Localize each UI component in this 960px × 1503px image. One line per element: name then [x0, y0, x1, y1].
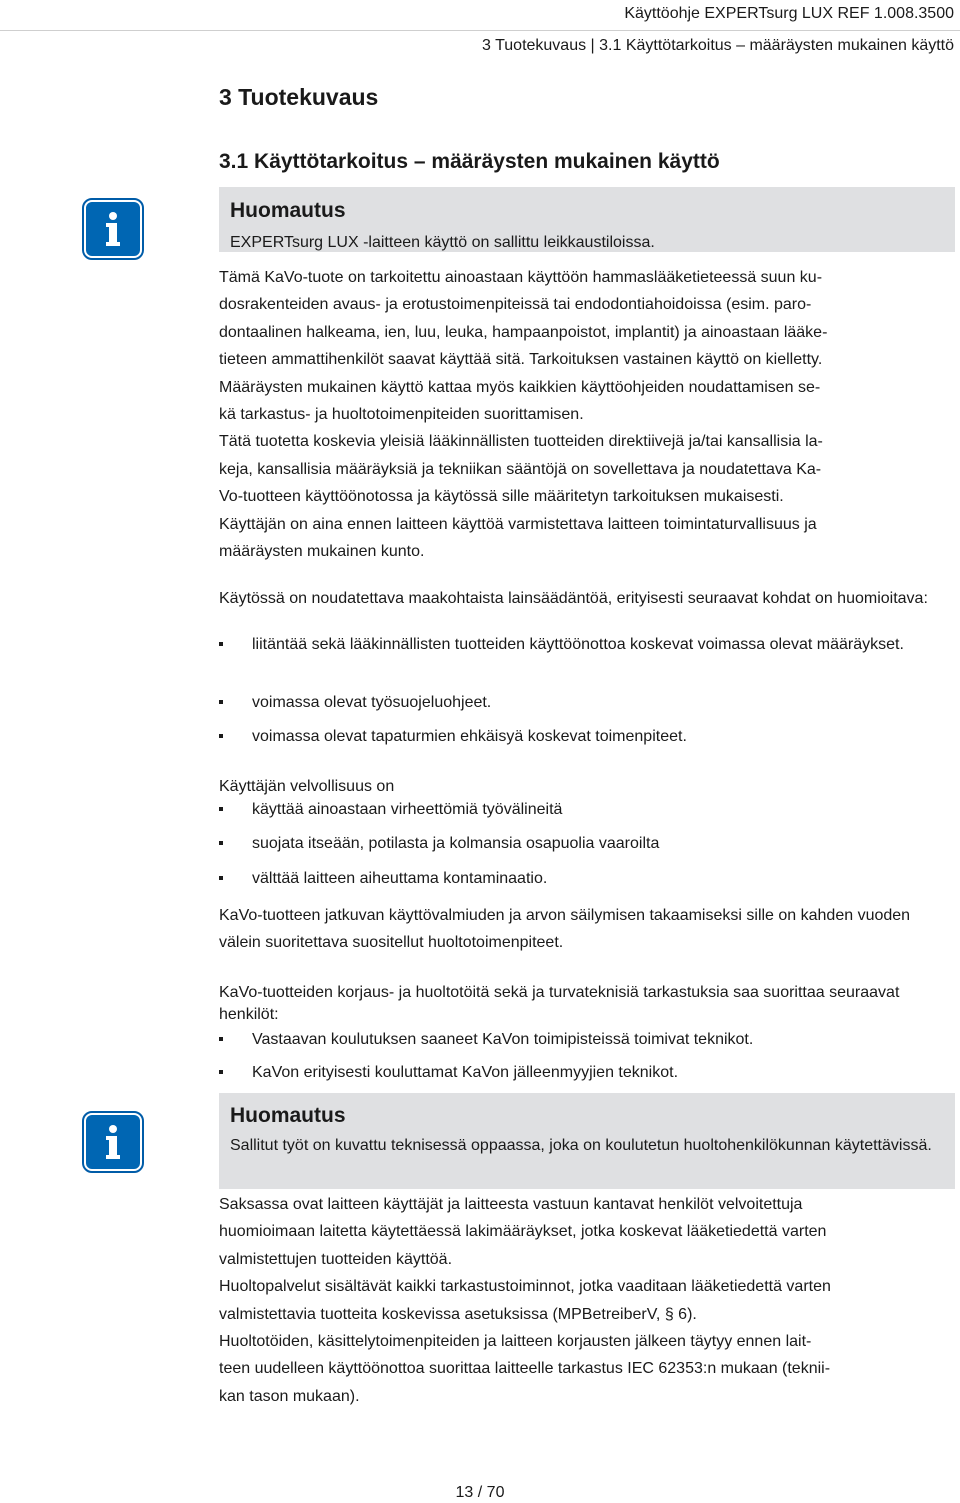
text-line: Huoltotöiden, käsittelytoimenpiteiden ja laitteen korjausten jälkeen täytyy ennen lait-: [219, 1333, 812, 1351]
section-title: 3.1 Käyttötarkoitus – määräysten mukainen käyttö: [219, 150, 720, 173]
text-line: keja, kansallisia määräyksiä ja tekniikan sääntöjä on sovellettava ja noudatettava Ka-: [219, 460, 822, 478]
bullet-icon: [219, 642, 223, 646]
list-item: liitäntää sekä lääkinnällisten tuotteiden käyttöönottoa koskevat voimassa olevat määräykset.: [219, 633, 951, 679]
bullet-icon: [219, 700, 223, 704]
text-line: Vo-tuotteen käyttöönotossa ja käytössä sille määritetyn tarkoituksen mukaisesti.: [219, 488, 784, 506]
text-line: Huoltopalvelut sisältävät kaikki tarkastustoiminnot, jotka vaaditaan lääketiedettä varten: [219, 1278, 831, 1296]
text-line: kä tarkastus- ja huoltotoimenpiteiden suorittamisen.: [219, 406, 584, 424]
bullet-icon: [219, 1037, 223, 1041]
regulations-intro: Käytössä on noudatettava maakohtaista lainsäädäntöä, erityisesti seuraavat kohdat on huomioitava:: [219, 590, 928, 607]
bullet-icon: [219, 807, 223, 811]
note-title: Huomautus: [230, 199, 346, 222]
repairs-intro: KaVo-tuotteiden korjaus- ja huoltotöitä sekä ja turvateknisiä tarkastuksia saa suorittaa seuraavat henkilöt:: [219, 984, 900, 1023]
note-title: Huomautus: [230, 1104, 346, 1127]
bullet-icon: [219, 876, 223, 880]
bullet-icon: [219, 841, 223, 845]
text-line: Käyttäjän on aina ennen laitteen käyttöä varmistettava laitteen toimintaturvallisuus ja: [219, 515, 817, 533]
page-number: 13 / 70: [455, 1484, 505, 1501]
note-text: EXPERTsurg LUX -laitteen käyttö on sallittu leikkaustiloissa.: [230, 234, 655, 251]
bullet-icon: [219, 1070, 223, 1074]
duties-intro: Käyttäjän velvollisuus on: [219, 778, 395, 795]
note-text: Sallitut työt on kuvattu teknisessä oppaassa, joka on koulutetun huoltohenkilökunnan käytettävissä.: [230, 1137, 932, 1154]
text-line: Saksassa ovat laitteen käyttäjät ja laitteesta vastuun kantavat henkilöt velvoitettuja: [219, 1196, 803, 1213]
text-line: kan tason mukaan).: [219, 1387, 360, 1405]
text-line: valmistettujen tuotteiden käyttöä.: [219, 1250, 453, 1268]
breadcrumb: 3 Tuotekuvaus | 3.1 Käyttötarkoitus – määräysten mukainen käyttö: [482, 37, 954, 54]
note-box: [219, 1093, 955, 1189]
bullet-icon: [219, 734, 223, 738]
text-line: dosrakenteiden avaus- ja erotustoimenpiteissä tai endodontiahoidoissa (esim. paro-: [219, 296, 812, 314]
text-line: tieteen ammattihenkilöt saavat käyttää sitä. Tarkoituksen vastainen käyttö on kielletty.: [219, 351, 823, 369]
text-line: Tämä KaVo-tuote on tarkoitettu ainoastaan käyttöön hammaslääketieteessä suun ku-: [219, 269, 823, 286]
text-line: teen uudelleen käyttöönottoa suorittaa laitteelle tarkastus IEC 62353:n mukaan (teknii-: [219, 1360, 831, 1378]
text-line: määräysten mukainen kunto.: [219, 543, 425, 561]
chapter-title: 3 Tuotekuvaus: [219, 84, 379, 110]
intended-use-text: [219, 264, 951, 565]
text-line: huomioimaan laitetta käytettäessä lakimääräykset, jotka koskevat lääketiedettä varten: [219, 1223, 827, 1241]
text-line: Tätä tuotetta koskevia yleisiä lääkinnällisten tuotteiden direktiivejä ja/tai kansallisia la-: [219, 433, 823, 451]
info-icon: [84, 200, 142, 258]
note-box: [219, 187, 955, 252]
regulations-germany-text: [219, 1191, 951, 1410]
info-icon: [84, 1113, 142, 1171]
maintenance-text: KaVo-tuotteen jatkuvan käyttövalmiuden ja arvon säilymisen takaamiseksi sille on kahden vuoden välein suoritettava suositellut huoltotoimenpiteet.: [219, 907, 911, 951]
text-line: dontaalinen halkeama, ien, luu, leuka, hampaanpoistot, implantit) ja ainoastaan lääke-: [219, 323, 828, 341]
text-line: Määräysten mukainen käyttö kattaa myös kaikkien käyttöohjeiden noudattamisen se-: [219, 378, 821, 396]
document-title: Käyttöohje EXPERTsurg LUX REF 1.008.3500: [624, 5, 954, 22]
text-line: valmistettavia tuotteita koskevissa asetuksissa (MPBetreiberV, § 6).: [219, 1305, 697, 1323]
header-divider: [0, 30, 960, 31]
